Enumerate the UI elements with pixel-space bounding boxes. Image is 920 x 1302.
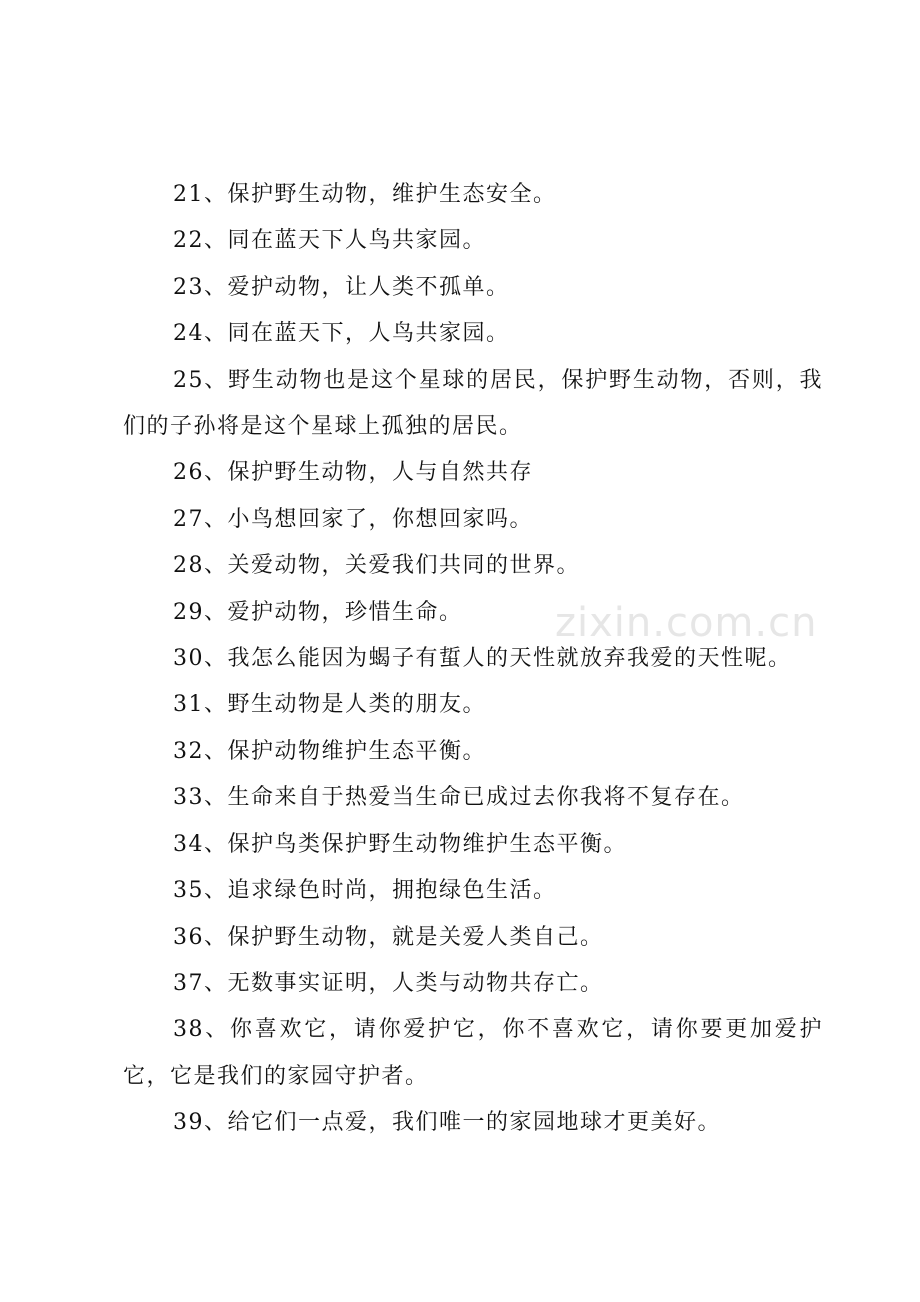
slogan-item-33: 33、生命来自于热爱当生命已成过去你我将不复存在。 — [173, 785, 745, 811]
slogan-list — [123, 172, 823, 1147]
slogan-item-31: 31、野生动物是人类的朋友。 — [173, 692, 486, 718]
slogan-item-32: 32、保护动物维护生态平衡。 — [173, 738, 486, 764]
slogan-item-29: 29、爱护动物，珍惜生命。 — [173, 599, 463, 625]
slogan-item-34: 34、保护鸟类保护野生动物维护生态平衡。 — [173, 831, 627, 857]
slogan-item-22: 22、同在蓝天下人鸟共家园。 — [173, 228, 486, 254]
slogan-item-27: 27、小鸟想回家了，你想回家吗。 — [173, 506, 533, 532]
slogan-item-37: 37、无数事实证明，人类与动物共存亡。 — [173, 970, 604, 996]
slogan-item-39: 39、给它们一点爱，我们唯一的家园地球才更美好。 — [173, 1110, 721, 1136]
slogan-item-36: 36、保护野生动物，就是关爱人类自己。 — [173, 924, 604, 950]
slogan-item-38: 38、你喜欢它，请你爱护它，你不喜欢它，请你要更加爱护它，它是我们的家园守护者。 — [123, 1017, 823, 1089]
slogan-item-30: 30、我怎么能因为蝎子有蜇人的天性就放弃我爱的天性呢。 — [173, 646, 792, 672]
slogan-item-25: 25、野生动物也是这个星球的居民，保护野生动物，否则，我们的子孙将是这个星球上孤独的居民。 — [123, 367, 823, 440]
slogan-item-21: 21、保护野生动物，维护生态安全。 — [173, 182, 557, 207]
slogan-item-35: 35、追求绿色时尚，拥抱绿色生活。 — [173, 878, 557, 904]
slogan-item-23: 23、爱护动物，让人类不孤单。 — [173, 274, 510, 300]
slogan-item-24: 24、同在蓝天下，人鸟共家园。 — [173, 321, 510, 347]
watermark: zixin.com.cn — [555, 600, 818, 646]
slogan-item-28: 28、关爱动物，关爱我们共同的世界。 — [173, 553, 580, 579]
slogan-item-26: 26、保护野生动物，人与自然共存 — [173, 460, 533, 486]
